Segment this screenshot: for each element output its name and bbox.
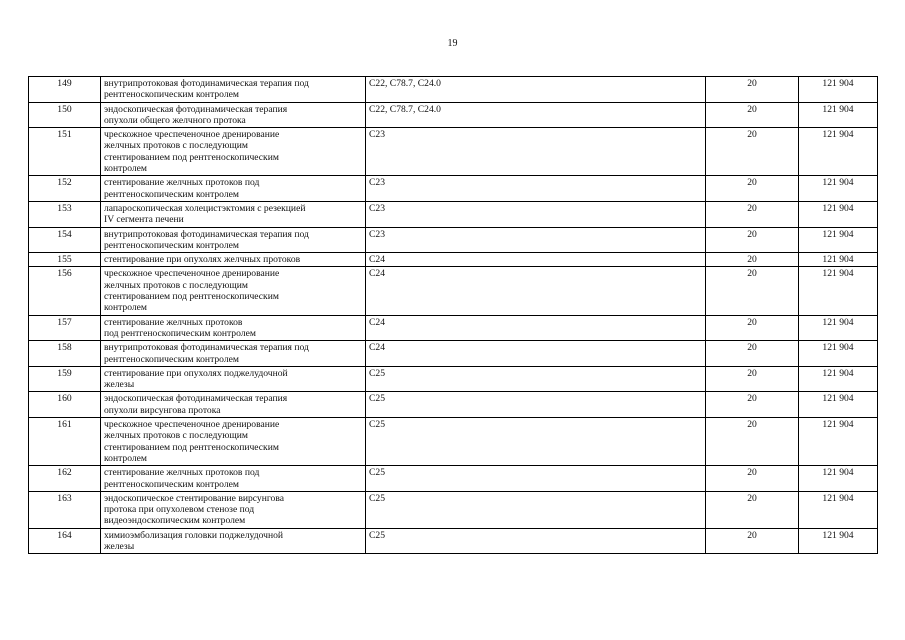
price-cell: 121 904 xyxy=(799,227,878,253)
price-cell: 121 904 xyxy=(799,528,878,554)
table-row xyxy=(29,341,878,367)
row-number-cell: 162 xyxy=(29,466,101,492)
procedure-name-cell xyxy=(101,227,366,253)
diagnosis-codes-cell: C25 xyxy=(366,491,706,528)
procedure-name-line: желчных протоков с последующим xyxy=(104,430,248,442)
procedure-name-line: IV сегмента печени xyxy=(104,214,184,226)
procedure-name-line: видеоэндоскопическим контролем xyxy=(104,515,246,527)
diagnosis-codes-cell: C25 xyxy=(366,366,706,392)
procedure-name-cell xyxy=(101,366,366,392)
procedure-name-line: стентирование желчных протоков под xyxy=(104,467,260,479)
procedure-name-line: стентированием под рентгеноскопическим xyxy=(104,151,279,163)
diagnosis-codes-cell: C22, C78.7, C24.0 xyxy=(366,77,706,103)
procedure-name-line: рентгеноскопическим контролем xyxy=(104,353,239,365)
diagnosis-codes-cell: C24 xyxy=(366,253,706,267)
procedure-name-line: чрескожное чреспеченочное дренирование xyxy=(104,129,280,141)
procedure-name-line: стентирование желчных протоков под xyxy=(104,177,260,189)
group-cell: 20 xyxy=(706,253,799,267)
group-cell: 20 xyxy=(706,392,799,418)
procedure-name-line: лапароскопическая холецистэктомия с резекцией xyxy=(104,202,306,214)
row-number-cell: 160 xyxy=(29,392,101,418)
price-cell: 121 904 xyxy=(799,128,878,176)
row-number-cell: 150 xyxy=(29,102,101,128)
table-row xyxy=(29,466,878,492)
price-cell: 121 904 xyxy=(799,102,878,128)
diagnosis-codes-cell: C23 xyxy=(366,227,706,253)
group-cell: 20 xyxy=(706,366,799,392)
group-cell: 20 xyxy=(706,102,799,128)
group-cell: 20 xyxy=(706,128,799,176)
row-number-cell: 155 xyxy=(29,253,101,267)
price-cell: 121 904 xyxy=(799,418,878,466)
procedure-name-line: эндоскопическое стентирование вирсунгова xyxy=(104,492,285,504)
table-row xyxy=(29,227,878,253)
diagnosis-codes-cell: C22, C78.7, C24.0 xyxy=(366,102,706,128)
procedure-name-cell xyxy=(101,315,366,341)
group-cell: 20 xyxy=(706,528,799,554)
row-number-cell: 163 xyxy=(29,491,101,528)
price-cell: 121 904 xyxy=(799,201,878,227)
procedure-name-line: эндоскопическая фотодинамическая терапия xyxy=(104,393,288,405)
procedure-name-line: рентгеноскопическим контролем xyxy=(104,188,239,200)
procedure-name-line: контролем xyxy=(104,163,147,175)
price-cell: 121 904 xyxy=(799,466,878,492)
diagnosis-codes-cell: C25 xyxy=(366,528,706,554)
table-row xyxy=(29,201,878,227)
procedure-name-line: контролем xyxy=(104,452,147,464)
table-row xyxy=(29,128,878,176)
procedure-name-cell xyxy=(101,267,366,315)
procedure-name-line: рентгеноскопическим контролем xyxy=(104,89,239,101)
price-cell: 121 904 xyxy=(799,267,878,315)
procedure-name-line: контролем xyxy=(104,302,147,314)
procedures-table-body xyxy=(29,77,878,554)
price-cell: 121 904 xyxy=(799,176,878,202)
procedure-name-line: чрескожное чреспеченочное дренирование xyxy=(104,419,280,431)
price-cell: 121 904 xyxy=(799,315,878,341)
diagnosis-codes-cell: C23 xyxy=(366,176,706,202)
procedure-name-line: химиоэмболизация головки поджелудочной xyxy=(104,529,284,541)
row-number-cell: 157 xyxy=(29,315,101,341)
row-number-cell: 154 xyxy=(29,227,101,253)
row-number-cell: 158 xyxy=(29,341,101,367)
procedure-name-line: стентирование при опухолях желчных протоков xyxy=(104,254,301,266)
group-cell: 20 xyxy=(706,418,799,466)
table-row xyxy=(29,366,878,392)
price-cell: 121 904 xyxy=(799,366,878,392)
diagnosis-codes-cell: C25 xyxy=(366,392,706,418)
procedure-name-cell xyxy=(101,418,366,466)
table-row xyxy=(29,418,878,466)
procedure-name-line: стентирование желчных протоков xyxy=(104,316,243,328)
diagnosis-codes-cell: C24 xyxy=(366,341,706,367)
table-row xyxy=(29,315,878,341)
group-cell: 20 xyxy=(706,491,799,528)
procedure-name-cell xyxy=(101,201,366,227)
diagnosis-codes-cell: C23 xyxy=(366,128,706,176)
procedure-name-cell xyxy=(101,253,366,267)
group-cell: 20 xyxy=(706,267,799,315)
table-row xyxy=(29,392,878,418)
row-number-cell: 156 xyxy=(29,267,101,315)
procedure-name-cell xyxy=(101,528,366,554)
group-cell: 20 xyxy=(706,176,799,202)
table-row xyxy=(29,176,878,202)
procedure-name-line: рентгеноскопическим контролем xyxy=(104,478,239,490)
diagnosis-codes-cell: C23 xyxy=(366,201,706,227)
table-row xyxy=(29,267,878,315)
row-number-cell: 149 xyxy=(29,77,101,103)
price-cell: 121 904 xyxy=(799,77,878,103)
procedure-name-line: опухоли вирсунгова протока xyxy=(104,404,221,416)
procedure-name-line: эндоскопическая фотодинамическая терапия xyxy=(104,103,288,115)
procedure-name-line: под рентгеноскопическим контролем xyxy=(104,327,256,339)
procedure-name-cell xyxy=(101,491,366,528)
procedure-name-line: внутрипротоковая фотодинамическая терапия под xyxy=(104,342,309,354)
price-cell: 121 904 xyxy=(799,341,878,367)
procedure-name-cell xyxy=(101,176,366,202)
procedure-name-line: желчных протоков с последующим xyxy=(104,279,248,291)
row-number-cell: 151 xyxy=(29,128,101,176)
row-number-cell: 159 xyxy=(29,366,101,392)
row-number-cell: 153 xyxy=(29,201,101,227)
row-number-cell: 161 xyxy=(29,418,101,466)
procedure-name-line: железы xyxy=(104,379,135,391)
price-cell: 121 904 xyxy=(799,491,878,528)
procedures-table xyxy=(28,76,878,554)
price-cell: 121 904 xyxy=(799,253,878,267)
group-cell: 20 xyxy=(706,466,799,492)
group-cell: 20 xyxy=(706,341,799,367)
diagnosis-codes-cell: C24 xyxy=(366,315,706,341)
group-cell: 20 xyxy=(706,227,799,253)
table-row xyxy=(29,253,878,267)
table-row xyxy=(29,528,878,554)
procedure-name-cell xyxy=(101,392,366,418)
row-number-cell: 152 xyxy=(29,176,101,202)
group-cell: 20 xyxy=(706,315,799,341)
row-number-cell: 164 xyxy=(29,528,101,554)
table-row xyxy=(29,491,878,528)
procedure-name-cell xyxy=(101,341,366,367)
procedure-name-line: рентгеноскопическим контролем xyxy=(104,239,239,251)
procedure-name-line: опухоли общего желчного протока xyxy=(104,114,246,126)
procedure-name-line: внутрипротоковая фотодинамическая терапия под xyxy=(104,228,309,240)
procedure-name-line: железы xyxy=(104,540,135,552)
procedure-name-cell xyxy=(101,466,366,492)
procedure-name-line: внутрипротоковая фотодинамическая терапия под xyxy=(104,78,309,89)
procedure-name-line: чрескожное чреспеченочное дренирование xyxy=(104,268,280,280)
diagnosis-codes-cell: C25 xyxy=(366,418,706,466)
diagnosis-codes-cell: C25 xyxy=(366,466,706,492)
procedure-name-line: протока при опухолевом стенозе под xyxy=(104,504,255,516)
procedure-name-line: стентированием под рентгеноскопическим xyxy=(104,291,279,303)
procedure-name-line: стентированием под рентгеноскопическим xyxy=(104,441,279,453)
procedure-name-line: стентирование при опухолях поджелудочной xyxy=(104,367,288,379)
group-cell: 20 xyxy=(706,77,799,103)
price-cell: 121 904 xyxy=(799,392,878,418)
procedure-name-cell xyxy=(101,102,366,128)
diagnosis-codes-cell: C24 xyxy=(366,267,706,315)
group-cell: 20 xyxy=(706,201,799,227)
page-number: 19 xyxy=(447,38,458,49)
procedure-name-line: желчных протоков с последующим xyxy=(104,140,248,152)
table-row xyxy=(29,102,878,128)
table-row xyxy=(29,77,878,103)
procedure-name-cell xyxy=(101,128,366,176)
procedure-name-cell xyxy=(101,77,366,103)
